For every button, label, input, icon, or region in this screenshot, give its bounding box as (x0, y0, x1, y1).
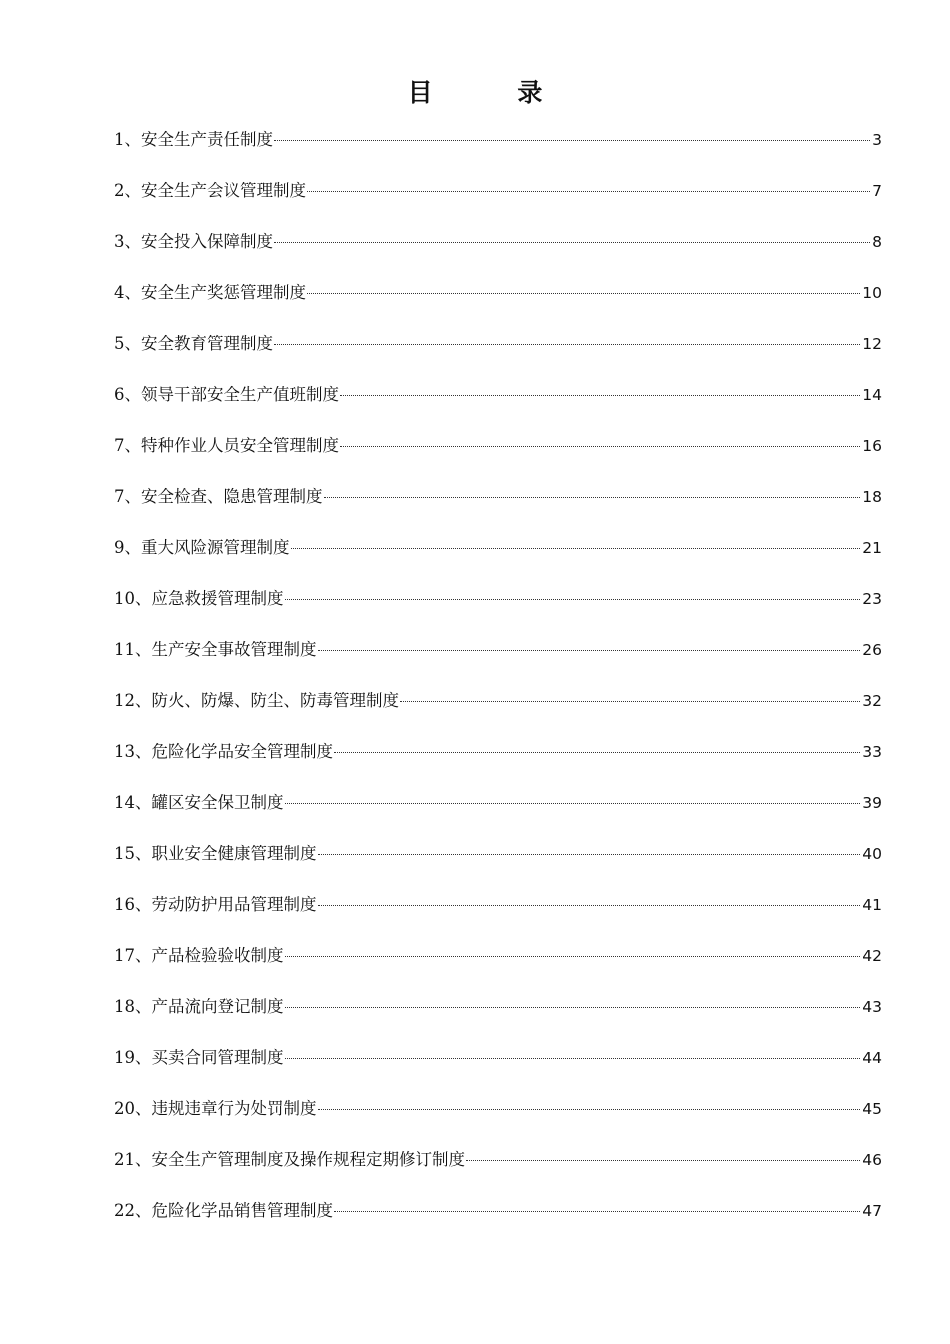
toc-entry[interactable] (114, 736, 882, 787)
toc-entry[interactable] (114, 940, 882, 991)
toc-dot-leader (334, 1191, 860, 1212)
toc-entry-label: 12、防火、防爆、防尘、防毒管理制度 (114, 691, 399, 710)
toc-entry[interactable] (114, 1042, 882, 1093)
toc-entry-label: 22、危险化学品销售管理制度 (114, 1201, 333, 1220)
toc-entry-page-number: 43 (862, 998, 882, 1016)
toc-entry[interactable] (114, 787, 882, 838)
toc-entry-label: 11、生产安全事故管理制度 (114, 640, 317, 659)
toc-dot-leader (285, 987, 861, 1008)
toc-dot-leader (274, 120, 870, 141)
toc-entry[interactable] (114, 532, 882, 583)
toc-entry-label: 2、安全生产会议管理制度 (114, 181, 306, 200)
toc-entry[interactable] (114, 685, 882, 736)
toc-entry-page-number: 46 (862, 1151, 882, 1169)
toc-dot-leader (318, 1089, 861, 1110)
toc-entry[interactable] (114, 1144, 882, 1195)
toc-dot-leader (324, 477, 861, 498)
toc-dot-leader (318, 834, 861, 855)
toc-entry[interactable] (114, 889, 882, 940)
toc-entry-label: 10、应急救援管理制度 (114, 589, 284, 608)
toc-entry-label: 7、特种作业人员安全管理制度 (114, 436, 339, 455)
toc-entry-page-number: 16 (862, 437, 882, 455)
toc-entry[interactable] (114, 838, 882, 889)
toc-dot-leader (318, 630, 861, 651)
toc-entry[interactable] (114, 1093, 882, 1144)
toc-entry[interactable] (114, 481, 882, 532)
toc-entry[interactable] (114, 226, 882, 277)
toc-entry-page-number: 14 (862, 386, 882, 404)
page-title: 目 录 (407, 78, 581, 107)
toc-dot-leader (334, 732, 860, 753)
toc-entry-label: 13、危险化学品安全管理制度 (114, 742, 333, 761)
table-of-contents (114, 124, 882, 1246)
toc-entry-page-number: 12 (862, 335, 882, 353)
toc-entry-page-number: 10 (862, 284, 882, 302)
toc-entry-label: 15、职业安全健康管理制度 (114, 844, 317, 863)
toc-dot-leader (274, 222, 870, 243)
toc-entry-page-number: 21 (862, 539, 882, 557)
toc-entry-label: 16、劳动防护用品管理制度 (114, 895, 317, 914)
toc-entry[interactable] (114, 1195, 882, 1246)
toc-dot-leader (285, 1038, 861, 1059)
toc-entry[interactable] (114, 583, 882, 634)
toc-entry-page-number: 23 (862, 590, 882, 608)
toc-dot-leader (274, 324, 860, 345)
toc-entry-label: 18、产品流向登记制度 (114, 997, 284, 1016)
toc-entry-label: 20、违规违章行为处罚制度 (114, 1099, 317, 1118)
toc-entry-page-number: 18 (862, 488, 882, 506)
toc-dot-leader (285, 579, 861, 600)
toc-entry-page-number: 32 (862, 692, 882, 710)
toc-entry-page-number: 41 (862, 896, 882, 914)
toc-entry-label: 14、罐区安全保卫制度 (114, 793, 284, 812)
toc-entry[interactable] (114, 328, 882, 379)
toc-entry-label: 7、安全检查、隐患管理制度 (114, 487, 323, 506)
toc-entry-page-number: 7 (872, 182, 882, 200)
toc-entry-page-number: 40 (862, 845, 882, 863)
toc-dot-leader (400, 681, 860, 702)
toc-dot-leader (466, 1140, 860, 1161)
toc-entry-label: 4、安全生产奖惩管理制度 (114, 283, 306, 302)
toc-dot-leader (291, 528, 861, 549)
toc-dot-leader (285, 783, 861, 804)
toc-entry-label: 3、安全投入保障制度 (114, 232, 273, 251)
toc-entry-label: 5、安全教育管理制度 (114, 334, 273, 353)
toc-entry-label: 1、安全生产责任制度 (114, 130, 273, 149)
toc-entry-label: 17、产品检验验收制度 (114, 946, 284, 965)
toc-entry-page-number: 47 (862, 1202, 882, 1220)
toc-dot-leader (340, 426, 860, 447)
toc-entry-label: 21、安全生产管理制度及操作规程定期修订制度 (114, 1150, 465, 1169)
toc-dot-leader (340, 375, 860, 396)
toc-dot-leader (285, 936, 861, 957)
toc-entry[interactable] (114, 277, 882, 328)
toc-dot-leader (307, 273, 860, 294)
toc-entry-label: 6、领导干部安全生产值班制度 (114, 385, 339, 404)
toc-entry-page-number: 26 (862, 641, 882, 659)
toc-entry-page-number: 39 (862, 794, 882, 812)
toc-entry-label: 19、买卖合同管理制度 (114, 1048, 284, 1067)
toc-entry[interactable] (114, 634, 882, 685)
toc-entry-page-number: 44 (862, 1049, 882, 1067)
toc-entry-page-number: 8 (872, 233, 882, 251)
toc-entry-label: 9、重大风险源管理制度 (114, 538, 290, 557)
toc-entry-page-number: 42 (862, 947, 882, 965)
toc-entry[interactable] (114, 379, 882, 430)
toc-entry-page-number: 45 (862, 1100, 882, 1118)
toc-entry[interactable] (114, 124, 882, 175)
toc-dot-leader (318, 885, 861, 906)
toc-entry[interactable] (114, 991, 882, 1042)
toc-dot-leader (307, 171, 870, 192)
toc-entry[interactable] (114, 175, 882, 226)
toc-entry-page-number: 33 (862, 743, 882, 761)
toc-entry[interactable] (114, 430, 882, 481)
toc-entry-page-number: 3 (872, 131, 882, 149)
